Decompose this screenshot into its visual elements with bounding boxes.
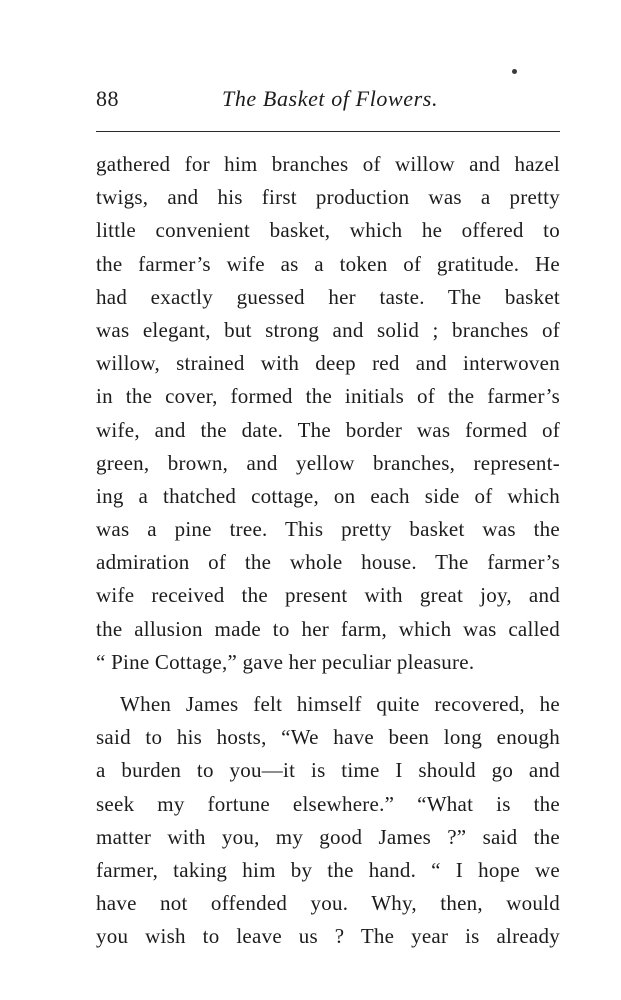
text-line: willow, strained with deep red and interwoven	[96, 351, 560, 376]
paragraph-1	[96, 148, 560, 679]
body-text	[96, 148, 560, 954]
text-line: said to his hosts, “We have been long enough	[96, 725, 560, 750]
text-line: farmer, taking him by the hand. “ I hope we	[96, 857, 560, 882]
text-line: have not offended you. Why, then, would	[96, 891, 560, 916]
header-rule	[96, 131, 560, 132]
text-line: twigs, and his first production was a pretty	[96, 185, 560, 210]
ink-speck	[512, 69, 517, 74]
text-line: had exactly guessed her taste. The basket	[96, 284, 560, 309]
text-line: green, brown, and yellow branches, represent-	[96, 450, 560, 475]
text-line: was elegant, but strong and solid ; branches of	[96, 317, 560, 342]
text-line: little convenient basket, which he offered to	[96, 218, 560, 243]
text-line: wife, and the date. The border was formed of	[96, 417, 560, 442]
running-head	[96, 86, 561, 120]
text-line: the farmer’s wife as a token of gratitude. He	[96, 251, 560, 276]
page-number: 88	[96, 86, 119, 111]
text-line: gathered for him branches of willow and hazel	[96, 152, 560, 176]
running-title: The Basket of Flowers.	[222, 86, 439, 111]
text-line: admiration of the whole house. The farmer’s	[96, 550, 560, 575]
text-line: a burden to you—it is time I should go and	[96, 758, 560, 783]
text-line: in the cover, formed the initials of the farmer’s	[96, 384, 560, 409]
text-line: ing a thatched cottage, on each side of which	[96, 483, 560, 508]
text-line: “ Pine Cottage,” gave her peculiar pleasure.	[96, 649, 475, 674]
text-line: the allusion made to her farm, which was called	[96, 616, 560, 641]
paragraph-2	[96, 688, 560, 954]
text-line: wife received the present with great joy, and	[96, 583, 560, 608]
text-line: was a pine tree. This pretty basket was the	[96, 517, 560, 542]
text-line: you wish to leave us ? The year is already	[96, 924, 560, 949]
text-line: matter with you, my good James ?” said the	[96, 824, 560, 849]
text-line: When James felt himself quite recovered, he	[120, 692, 560, 716]
text-line: seek my fortune elsewhere.” “What is the	[96, 791, 560, 816]
